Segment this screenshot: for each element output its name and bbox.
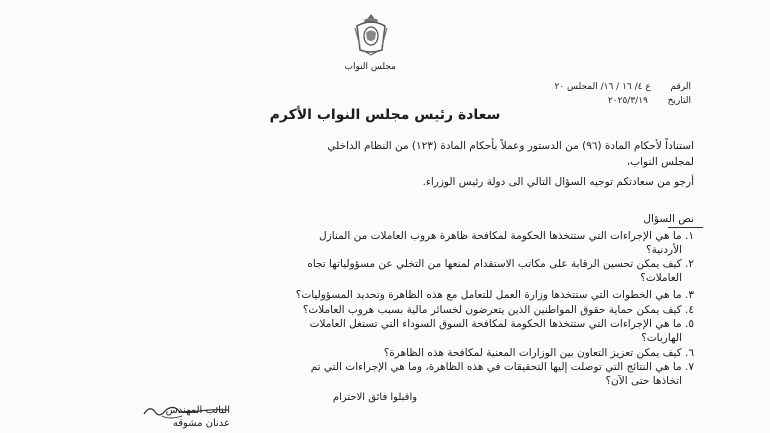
- question-5-line-1: ٥. ما هي الإجراءات التي ستتخذها الحكومة لمكافحة السوق السوداء التي تستغل العاملات: [309, 318, 694, 330]
- question-2-line-1: ٢. كيف يمكن تحسين الرقابة على مكاتب الاستقدام لمنعها من التخلي عن مسؤولياتها تجاه: [307, 258, 694, 270]
- question-heading: نص السؤال: [643, 213, 694, 225]
- jordan-coat-of-arms-icon: [351, 12, 391, 56]
- intro-line-1: استناداً لأحكام المادة (٩٦) من الدستور وعملاً بأحكام المادة (١٢٣) من النظام الداخلي: [327, 140, 694, 152]
- question-1-line-2: الأردنية؟: [646, 244, 682, 256]
- question-7-line-1: ٧. ما هي النتائج التي توصلت إليها التحقيقات في هذه الظاهرة، وما هي الإجراءات التي تم: [310, 361, 694, 373]
- heading-underline: [668, 227, 703, 228]
- reference-label: الرقم: [670, 82, 691, 92]
- question-4: ٤. كيف يمكن حماية حقوق المواطنين الذين يتعرضون لخسائر مالية بسبب هروب العاملات؟: [302, 304, 694, 316]
- request-line: أرجو من سعادتكم توجيه السؤال التالي الى دولة رئيس الوزراء.: [422, 176, 694, 188]
- handwritten-signature: [140, 400, 235, 422]
- date-value: ٢٠٢٥/٣/١٩: [607, 96, 648, 106]
- question-6: ٦. كيف يمكن تعزيز التعاون بين الوزارات المعنية لمكافحة هذه الظاهرة؟: [383, 347, 694, 359]
- date-label: التاريخ: [667, 96, 691, 106]
- signatory-name: عدنان مشوقه: [172, 418, 230, 429]
- reference-number-line: [555, 82, 692, 92]
- reference-value: ع ٤/ ١٦ / ١٦/ المجلس ٢٠: [554, 82, 651, 92]
- date-line: [608, 96, 691, 106]
- closing-line: واقبلوا فائق الاحترام: [332, 392, 418, 403]
- signatory-title: النائب المهندس: [165, 405, 230, 416]
- intro-line-2: لمجلس النواب،: [626, 156, 694, 168]
- question-5-line-2: الهاربات؟: [641, 332, 682, 344]
- question-7-line-2: اتخاذها حتى الآن؟: [605, 375, 682, 387]
- question-2-line-2: العاملات؟: [640, 272, 682, 284]
- question-3: ٣. ما هي الخطوات التي ستتخذها وزارة العمل للتعامل مع هذه الظاهرة وتحديد المسؤوليات؟: [295, 289, 694, 301]
- letter-title: سعادة رئيس مجلس النواب الأكرم: [269, 107, 501, 123]
- question-1-line-1: ١. ما هي الإجراءات التي ستتخذها الحكومة لمكافحة ظاهرة هروب العاملات من المنازل: [319, 230, 694, 242]
- parliament-name: مجلس النواب: [344, 62, 396, 72]
